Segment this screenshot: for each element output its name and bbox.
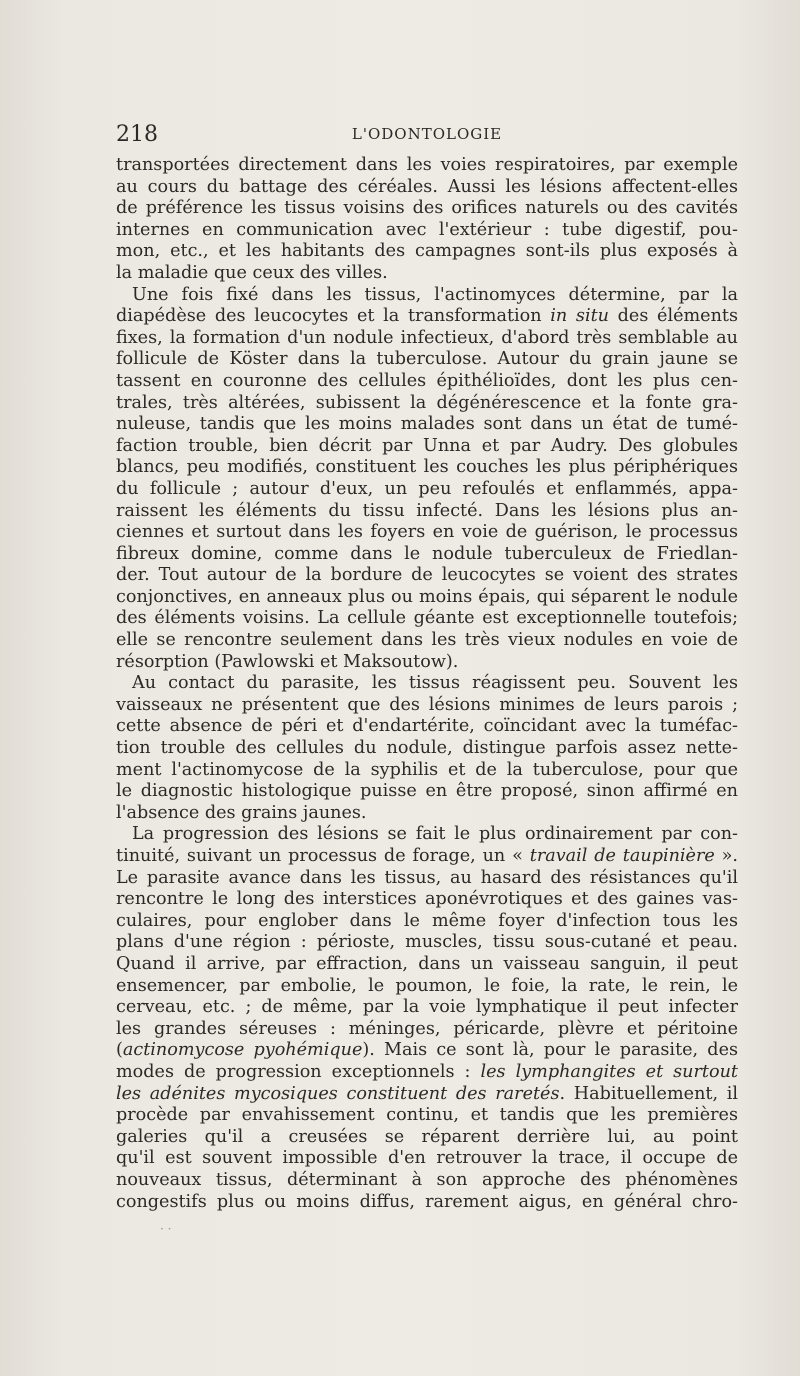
text-line [116, 436, 738, 458]
text-segment: nouveaux tissus, déterminant à son approche des phénomènes [116, 1169, 738, 1190]
text-segment: l'absence des grains jaunes. [116, 802, 367, 823]
text-line [116, 565, 738, 587]
text-segment: nuleuse, tandis que les moins malades sont dans un état de tumé- [116, 414, 738, 435]
text-segment: der. Tout autour de la bordure de leucocytes se voient des strates [116, 565, 738, 586]
text-line [116, 544, 738, 566]
text-segment: les grandes séreuses : méninges, péricarde, plèvre et péritoine [116, 1018, 738, 1039]
text-line [116, 1019, 738, 1041]
text-segment: ensemencer, par embolie, le poumon, le foie, la rate, le rein, le [116, 975, 738, 996]
text-segment: internes en communication avec l'extérieur : tube digestif, pou- [116, 219, 738, 240]
text-segment: des éléments voisins. La cellule géante est exceptionnelle toutefois; [116, 608, 738, 629]
text-segment: raissent les éléments du tissu infecté. Dans les lésions plus an- [116, 500, 738, 521]
text-line [116, 1127, 738, 1149]
text-segment: elle se rencontre seulement dans les très vieux nodules en voie de [116, 630, 738, 651]
text-line [116, 155, 738, 177]
text-line [116, 414, 738, 436]
text-line [116, 652, 738, 674]
text-segment: vaisseaux ne présentent que des lésions minimes de leurs parois ; [116, 694, 738, 715]
text-segment: cerveau, etc. ; de même, par la voie lymphatique il peut infecter [116, 997, 738, 1018]
print-smudge: · · [160, 1222, 172, 1236]
text-segment: Le parasite avance dans les tissus, au hasard des résistances qu'il [116, 867, 738, 888]
text-line [116, 522, 738, 544]
text-line [116, 349, 738, 371]
italic-text: les lymphangites et surtout [480, 1061, 738, 1082]
text-line [116, 328, 738, 350]
text-segment: tinuité, suivant un processus de forage, un « [116, 846, 530, 866]
text-segment: la maladie que ceux des villes. [116, 262, 388, 283]
text-segment: conjonctives, en anneaux plus ou moins épais, qui séparent le nodule [116, 586, 738, 607]
text-segment: trales, très altérées, subissent la dégénérescence et la fonte gra- [116, 392, 738, 413]
text-line [116, 781, 738, 803]
text-line [116, 501, 738, 523]
text-line [116, 846, 738, 868]
text-line [116, 889, 738, 911]
page-header [116, 122, 738, 152]
text-segment: de préférence les tissus voisins des orifices naturels ou des cavités [116, 198, 738, 219]
text-segment: . Habituellement, il [559, 1083, 738, 1104]
text-line [116, 587, 738, 609]
text-segment: Une fois fixé dans les tissus, l'actinomyces détermine, par la [132, 284, 738, 305]
text-segment: qu'il est souvent impossible d'en retrouver la trace, il occupe de [116, 1148, 738, 1169]
text-line [116, 608, 738, 630]
text-line [116, 241, 738, 263]
text-segment: culaires, pour englober dans le même foyer d'infection tous les [116, 910, 738, 931]
text-segment: modes de progression exceptionnels : [116, 1061, 481, 1082]
text-segment: Au contact du parasite, les tissus réagissent peu. Souvent les [132, 673, 738, 694]
running-title: L'ODONTOLOGIE [351, 125, 503, 143]
text-segment: transportées directement dans les voies respiratoires, par exemple [116, 155, 738, 175]
text-segment: mon, etc., et les habitants des campagnes sont-ils plus exposés à [116, 241, 738, 262]
text-line [116, 1040, 738, 1062]
text-segment: fixes, la formation d'un nodule infectieux, d'abord très semblable au [116, 327, 738, 348]
text-line [116, 479, 738, 501]
text-segment: blancs, peu modifiés, constituent les couches les plus périphériques [116, 457, 738, 478]
text-segment: Quand il arrive, par effraction, dans un vaisseau sanguin, il peut [116, 953, 738, 974]
text-line [116, 695, 738, 717]
text-line [116, 1084, 738, 1106]
text-segment: procède par envahissement continu, et tandis que les premières [116, 1105, 738, 1126]
text-segment: des éléments [608, 306, 738, 327]
text-line [116, 1105, 738, 1127]
text-segment: ). Mais ce sont là, pour le parasite, des [362, 1040, 738, 1061]
text-segment: faction trouble, bien décrit par Unna et par Audry. Des globules [116, 435, 738, 456]
text-segment: fibreux domine, comme dans le nodule tuberculeux de Friedlan- [116, 543, 738, 564]
text-segment: ». [714, 846, 738, 866]
page-number: 218 [116, 122, 158, 147]
text-line [116, 803, 738, 825]
text-line [116, 976, 738, 998]
text-line [116, 306, 738, 328]
text-segment: ment l'actinomycose de la syphilis et de la tuberculose, pour que [116, 759, 738, 780]
text-line [116, 198, 738, 220]
text-segment: congestifs plus ou moins diffus, rarement aigus, en général chro- [116, 1191, 738, 1212]
text-line [116, 1148, 738, 1170]
text-segment: La progression des lésions se fait le plus ordinairement par con- [132, 824, 738, 845]
text-line [116, 177, 738, 199]
text-line [116, 1062, 738, 1084]
text-line [116, 932, 738, 954]
text-line [116, 997, 738, 1019]
text-segment: résorption (Pawlowski et Maksoutow). [116, 651, 459, 672]
italic-text: les adénites mycosiques constituent des raretés [116, 1083, 560, 1104]
text-segment: diapédèse des leucocytes et la transformation [116, 306, 551, 327]
text-line [116, 263, 738, 285]
text-segment: du follicule ; autour d'eux, un peu refoulés et enflammés, appa- [116, 478, 738, 499]
text-line [116, 760, 738, 782]
text-segment: galeries qu'il a creusées se réparent derrière lui, au point [116, 1126, 738, 1147]
italic-text: in situ [550, 306, 609, 327]
text-line [116, 457, 738, 479]
text-segment: tassent en couronne des cellules épithélioïdes, dont les plus cen- [116, 370, 738, 391]
text-segment: rencontre le long des interstices aponévrotiques et des gaines vas- [116, 889, 738, 910]
text-line [116, 954, 738, 976]
text-line [116, 285, 738, 307]
italic-text: actinomycose pyohémique [122, 1040, 363, 1061]
text-segment: le diagnostic histologique puisse en être proposé, sinon affirmé en [116, 781, 738, 802]
text-line [116, 716, 738, 738]
text-segment: ( [116, 1040, 123, 1061]
text-line [116, 220, 738, 242]
body-text [116, 155, 738, 1213]
text-line [116, 673, 738, 695]
text-line [116, 868, 738, 890]
text-line [116, 738, 738, 760]
text-segment: au cours du battage des céréales. Aussi les lésions affectent-elles [116, 176, 738, 197]
text-line [116, 1192, 738, 1214]
text-segment: ciennes et surtout dans les foyers en voie de guérison, le processus [116, 522, 738, 543]
text-segment: plans d'une région : périoste, muscles, tissu sous-cutané et peau. [116, 932, 738, 953]
text-segment: tion trouble des cellules du nodule, distingue parfois assez nette- [116, 738, 738, 759]
text-line [116, 911, 738, 933]
italic-text: travail de taupinière [529, 846, 715, 866]
text-line [116, 630, 738, 652]
text-segment: cette absence de péri et d'endartérite, coïncidant avec la tuméfac- [116, 716, 738, 737]
text-segment: follicule de Köster dans la tuberculose. Autour du grain jaune se [116, 349, 738, 370]
text-line [116, 824, 738, 846]
text-line [116, 393, 738, 415]
text-line [116, 371, 738, 393]
text-line [116, 1170, 738, 1192]
